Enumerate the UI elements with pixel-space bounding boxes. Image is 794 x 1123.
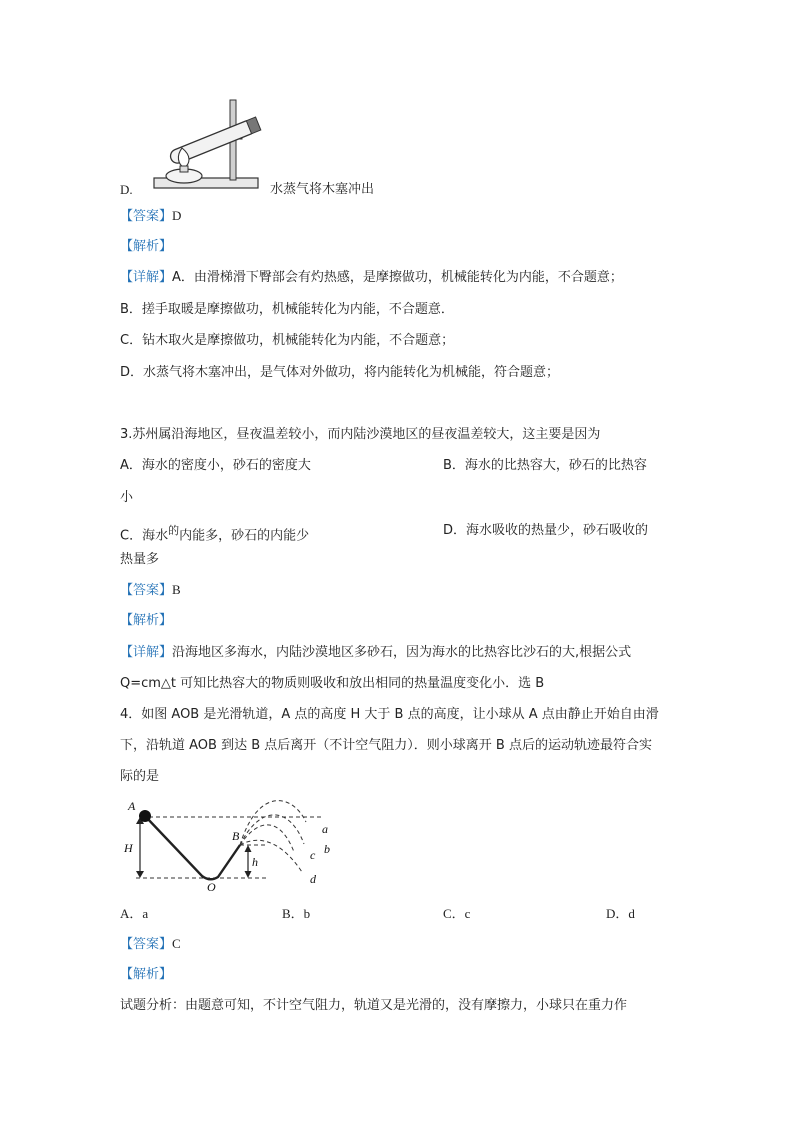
q4-option-b: B．b (282, 906, 311, 921)
track-diagram (118, 796, 348, 892)
q4-stem-line1: 4．如图 AOB 是光滑轨道，A 点的高度 H 大于 B 点的高度，让小球从 A 点由静止开始自由滑 (120, 707, 659, 722)
q2-explanation-d: D．水蒸气将木塞冲出，是气体对外做功，将内能转化为机械能，符合题意； (120, 365, 560, 380)
detail-tag: 【详解】 (120, 270, 173, 285)
q4-analysis-tag: 【解析】 (120, 967, 173, 982)
track-AOB (146, 817, 240, 879)
q3-answer (120, 580, 181, 601)
q3-stem: 3.苏州属沿海地区，昼夜温差较小，而内陆沙漠地区的昼夜温差较大，这主要是因为 (120, 427, 601, 442)
q3-option-c (120, 521, 309, 546)
option-c-pre: C．海水 (120, 528, 169, 544)
q3-option-b-cont: 小 (120, 490, 134, 505)
option-c-sup: 的 (168, 524, 180, 537)
answer-tag: 【答案】 (120, 209, 173, 224)
q3-option-d: D．海水吸收的热量少，砂石吸收的 (443, 523, 649, 538)
option-c-post: 内能多，砂石的内能少 (179, 528, 310, 544)
label-d: d (310, 872, 316, 886)
q2-explanation-c: C．钻木取火是摩擦做功，机械能转化为内能，不合题意； (120, 333, 455, 348)
q3-option-a: A．海水的密度小，砂石的密度大 (120, 458, 311, 473)
ball (139, 810, 151, 822)
q2-option-d-letter: D. (120, 182, 133, 197)
label-a: a (322, 822, 328, 836)
explanation-line: A．由滑梯滑下臀部会有灼热感，是摩擦做功，机械能转化为内能，不合题意； (172, 270, 623, 285)
answer-tag: 【答案】 (120, 937, 173, 952)
label-A: A (128, 799, 136, 813)
trajectory-b (240, 815, 304, 845)
answer-value: B (172, 582, 181, 597)
label-H: H (124, 841, 133, 855)
q4-option-c: C．c (443, 906, 471, 921)
q2-answer (120, 206, 181, 227)
q3-detail-line1 (120, 643, 631, 663)
trajectory-a (240, 801, 306, 845)
q4-option-d: D．d (606, 906, 635, 921)
q2-option-d-text: 水蒸气将木塞冲出 (270, 182, 375, 197)
q4-option-a: A．a (120, 906, 149, 921)
q2-explanation-b: B．搓手取暖是摩擦做功，机械能转化为内能，不合题意． (120, 302, 454, 317)
detail-tag: 【详解】 (120, 645, 173, 660)
detail-text: 沿海地区多海水，内陆沙漠地区多砂石，因为海水的比热容比沙石的大,根据公式 (172, 645, 632, 660)
q3-detail-line2: Q=cm△t 可知比热容大的物质则吸收和放出相同的热量温度变化小．选 B (120, 676, 545, 691)
answer-value: C (172, 936, 181, 951)
q4-analysis-line: 试题分析：由题意可知，不计空气阻力，轨道又是光滑的，没有摩擦力，小球只在重力作 (120, 998, 628, 1013)
heating-apparatus-illustration (140, 98, 270, 198)
q3-option-d-cont: 热量多 (120, 552, 160, 567)
q2-analysis-tag: 【解析】 (120, 239, 173, 254)
label-c: c (310, 848, 316, 862)
label-O: O (207, 880, 216, 892)
q4-stem-line2: 下，沿轨道 AOB 到达 B 点后离开（不计空气阻力）．则小球离开 B 点后的运动轨迹最符合实 (120, 738, 652, 753)
label-b: b (324, 842, 330, 856)
answer-value: D (172, 208, 182, 223)
q3-analysis-tag: 【解析】 (120, 613, 173, 628)
q4-stem-line3: 际的是 (120, 769, 160, 784)
q4-answer (120, 934, 181, 955)
answer-tag: 【答案】 (120, 583, 173, 598)
q3-option-b: B．海水的比热容大，砂石的比热容 (443, 458, 647, 473)
label-B: B (232, 829, 240, 843)
q2-explanation-a (120, 268, 623, 288)
label-h: h (252, 855, 258, 869)
